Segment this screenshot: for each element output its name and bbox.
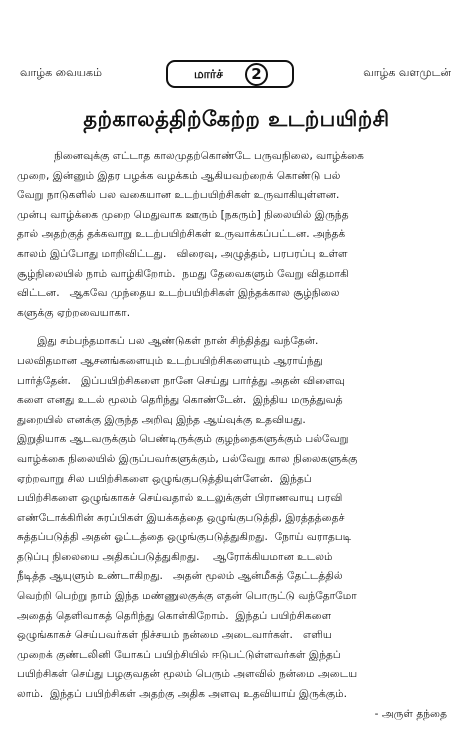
text-line: ஏற்றவாறு சில பயிற்சிகளை ஒழுங்குபடுத்தியுள்ளேன். இந்தப் [17,472,312,485]
month-label: மார்ச் [194,67,223,81]
page-header [0,58,473,94]
text-line: வேறு நாடுகளில் பல வகையான உடற்பயிற்சிகள் உருவாகியுள்ளன. [17,189,340,202]
text-line: பயிற்சிகள் செய்து பழகுவதன் மூலம் பெரும் அளவில் நன்மை அடைய [17,668,358,681]
text-line: எண்டோக்கிரின் சுரப்பிகள் இயக்கத்தை ஒழுங்குபடுத்தி, இரத்தத்தைச் [17,511,345,524]
text-line: நீடித்த ஆயுளும் உண்டாகிறது. அதன் மூலம் ஆன்மீகத் தேட்டத்தில் [17,570,343,583]
day-number: 2 [245,63,268,86]
text-line: நினைவுக்கு எட்டாத காலமுதற்கொண்டே பருவநிலை, வாழ்க்கை [17,150,364,162]
text-line: பலவிதமான ஆசனங்களையும் உடற்பயிற்சிகளையும் ஆராய்ந்து [17,354,323,367]
text-line: தால் அதற்குத் தக்கவாறு உடற்பயிற்சிகள் உருவாக்கப்பட்டன. அந்தக் [17,228,346,241]
text-line: வாழ்க்கை நிலையில் இருப்பவர்களுக்கும், பல்வேறு கால நிலைகளுக்கு [17,452,358,465]
date-box [166,60,294,88]
article-title: தற்காலத்திற்கேற்ற உடற்பயிற்சி [83,107,390,131]
text-line: பயிற்சிகளை ஒழுங்காகச் செய்வதால் உடலுக்குள் பிராணவாயு பரவி [17,492,343,505]
text-line: இறுதியாக ஆடவருக்கும் பெண்டிருக்கும் குழந்தைகளுக்கும் பல்வேறு [17,433,349,446]
text-line: துறையில் எனக்கு இருந்த அறிவு இந்த ஆய்வுக்கு உதவியது. [17,413,306,426]
text-line: தடுப்பு நிலையை அதிகப்படுத்துகிறது. ஆரோக்கியமான உடலம் [17,550,333,563]
paragraph [17,332,461,704]
text-line: பார்த்தேன். இப்பயிற்சிகளை நானே செய்து பார்த்து அதன் விளைவு [17,374,345,387]
paragraph [17,147,461,323]
text-line: முறை, இன்னும் இதர பழக்க வழக்கம் ஆகியவற்றைக் கொண்டு பல் [17,169,341,182]
text-line: ஒழுங்காகச் செய்பவர்கள் நிச்சயம் நன்மை அடைவார்கள். எளிய [17,629,333,642]
text-line: விட்டன. ஆகவே முந்தைய உடற்பயிற்சிகள் இந்தக்கால சூழ்நிலை [17,287,340,300]
text-line: முன்பு வாழ்க்கை முறை மெதுவாக ஊரும் [நகரும்] நிலையில் இருந்த [17,208,349,221]
article-body [17,147,461,724]
header-right-motto: வாழ்க வளமுடன் [363,66,451,79]
text-line: இது சம்பந்தமாகப் பல ஆண்டுகள் நான் சிந்தித்து வந்தேன். [17,335,319,348]
header-left-motto: வாழ்க வையகம் [20,66,102,79]
text-line: களை எனது உடல் மூலம் தெரிந்து கொண்டேன். இந்திய மருத்துவத் [17,394,343,407]
text-line: முறைக் குண்டலினி யோகப் பயிற்சியில் ஈடுபட்டுள்ளவர்கள் இந்தப் [17,648,341,661]
text-line: அதைத் தெளிவாகத் தெரிந்து கொள்கிறோம். இந்தப் பயிற்சிகளை [17,609,332,622]
text-line: லாம். இந்தப் பயிற்சிகள் அதற்கு அதிக அளவு உதவியாய் இருக்கும். [17,688,347,701]
text-line: வெற்றி பெற்று நாம் இந்த மண்ணுலகுக்கு எதன் பொருட்டு வந்தோமோ [17,590,357,603]
text-line: சுத்தப்படுத்தி அதன் ஓட்டத்தை ஒழுங்குபடுத்துகிறது. நோய் வராதபடி [17,531,352,544]
text-line: களுக்கு ஏற்றவையாகா. [17,306,131,319]
text-line: காலம் இப்போது மாறிவிட்டது. விரைவு, அழுத்தம், பரபரப்பு உள்ள [17,247,348,260]
text-line: சூழ்நிலையில் நாம் வாழ்கிறோம். நமது தேவைகளும் வேறு விதமாகி [17,267,349,280]
signature: - அருள் தந்தை [374,707,447,720]
